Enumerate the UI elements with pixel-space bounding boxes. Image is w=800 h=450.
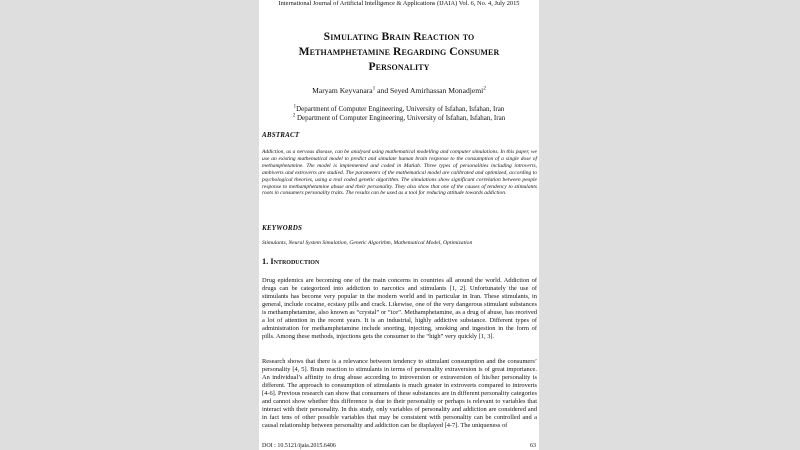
abstract-text: Addiction, as a nervous disease, can be analysed using mathematical modelling and computer simulations. In this paper, we use an existing mathematical model to predict and simulate human brain response to the consumption of a single dose of methamphetamine. The model is implemented and coded in Matlab. Three types of personalities including introverts, ambiverts and extroverts are studied. The parameters of the mathematical model are calibrated and optimized, according to psychological theories, using a real coded genetic algorithm. The simulations show significant correlation between people response to methamphetamine abuse and their personality. They also show that one of the causes of tendency to stimulants roots in consumers personality traits. The results can be used as a tool for reducing attitude towards addiction. xyxy=(262,149,537,197)
section-heading-introduction xyxy=(262,257,319,266)
affiliation-line xyxy=(259,114,539,123)
body-paragraph: Research shows that there is a relevance between tendency to stimulant consumption and the consumers’ personality [4, 5]. Brain reaction to stimulants in terms of personality extraversion is of great importance. An individual’s affinity to drug abuse according to introversion or extraversion of his/her personality is different. The approach to consumption of stimulants is much greater in extroverts compared to introverts [4-6]. Previous research can show that consumers of these substances are in different personality categories and cannot show whether this difference is due to their personality or perhaps is relevant to variables that interact with their personality. In this study, only variables of personality and addiction are considered and in fact tens of other possible variables that may be consistent with personality can be controlled and a causal relationship between personality and addiction can be displayed [4-7]. The uniqueness of xyxy=(262,358,537,430)
title-line-1: Simulating Brain Reaction to xyxy=(323,30,475,43)
author-name: Seyed Amirhassan Monadjemi xyxy=(390,86,484,95)
page-footer xyxy=(262,442,536,450)
title-line-3: Personality xyxy=(368,60,430,73)
author-name: Maryam Keyvanara xyxy=(312,86,373,95)
keywords-text: Stimulants, Neural System Simulation, Genetic Algorithm, Mathematical Model, Optimization xyxy=(262,240,473,246)
affiliation-text: Department of Computer Engineering, University of Isfahan, Isfahan, Iran xyxy=(295,114,506,123)
affiliation-line xyxy=(259,105,539,114)
doi-text: DOI : 10.5121/ijaia.2015.6406 xyxy=(262,443,336,449)
title-line-2: Methamphetamine Regarding Consumer xyxy=(298,45,500,58)
body-paragraph: Drug epidemics are becoming one of the main concerns in countries all around the world. Addiction of drugs can be categorized into addiction to narcotics and stimulants [1, 2]. Unfortunately the use of stimulants has become very popular in the modern world and in particular in Iran. These stimulants, in general, include cocaine, ecstasy pills and crack. Likewise, one of the very dangerous stimulant substances is methamphetamine, also known as “crystal” or “ice”. Methamphetamine, as a drug of abuse, has received a lot of attention in the recent years. It is an industrial, highly addictive substance. Different types of administration for methamphetamine include snorting, injecting, smoking and ingestion in the form of pills. Among these methods, injections gets the consumer to the “high” very quickly [1, 3]. xyxy=(262,277,537,341)
keywords-heading: KEYWORDS xyxy=(262,224,303,232)
author-affiliation-mark: 2 xyxy=(483,85,486,92)
author-affiliation-mark: 1 xyxy=(372,85,376,92)
affiliation-mark: 1 xyxy=(293,104,297,110)
running-header: International Journal of Artificial Intelligence & Applications (IJAIA) Vol. 6, No. 4, July 2015 xyxy=(278,0,520,7)
pdf-page xyxy=(259,0,539,450)
abstract-heading: ABSTRACT xyxy=(262,131,300,139)
section-number: 1. xyxy=(262,257,271,266)
page-number: 63 xyxy=(530,443,536,449)
author-conjunction: and xyxy=(375,86,391,95)
affiliation-mark: 2 xyxy=(292,113,296,119)
paper-title xyxy=(259,29,539,74)
section-title: Introduction xyxy=(270,257,320,266)
author-list xyxy=(259,86,539,96)
affiliations xyxy=(259,105,539,123)
affiliation-text: Department of Computer Engineering, University of Isfahan, Isfahan, Iran xyxy=(296,105,505,113)
